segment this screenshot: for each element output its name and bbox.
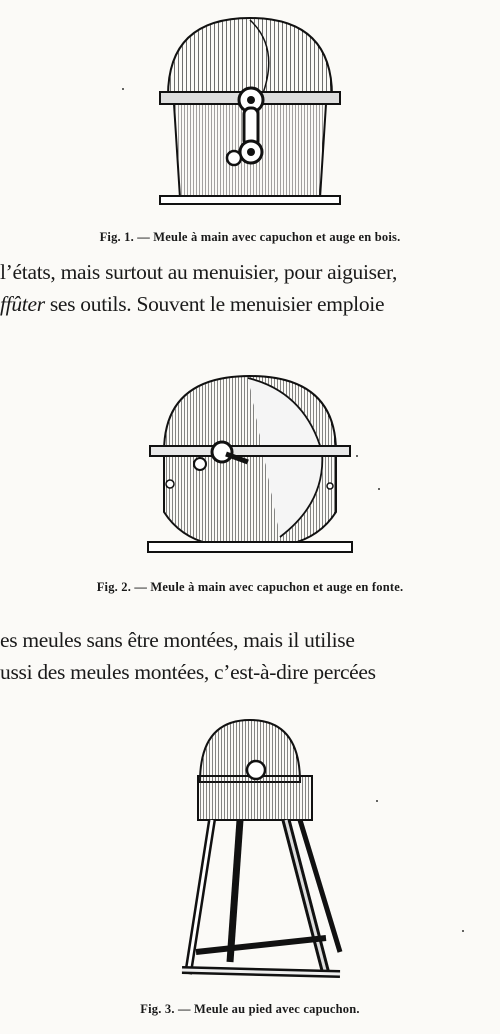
body-text-line-2-rest: ses outils. Souvent le menuisier emploie [44,292,385,316]
scan-speck [378,488,380,490]
scan-speck [122,88,124,90]
body-text-line-1: l’états, mais surtout au menuisier, pour aiguiser, [0,260,398,284]
figure-2-caption: Fig. 2. — Meule à main avec capuchon et auge en fonte. [96,580,404,594]
foot-grinding-wheel-drawing [140,712,360,992]
body-text-line-3: es meules sans être montées, mais il utilise [0,628,355,652]
italic-word: ffûter [0,292,45,316]
figure-1-illustration [0,8,500,213]
scan-speck [462,930,464,932]
scan-speck [376,800,378,802]
grinding-wheel-iron-trough-drawing [130,362,370,562]
figure-2-illustration [0,362,500,562]
figure-1-caption: Fig. 1. — Meule à main avec capuchon et auge en bois. [99,230,401,244]
body-text-line-2 [0,292,384,317]
grinding-wheel-wood-trough-drawing [130,8,370,213]
scan-speck [356,455,358,457]
figure-3-illustration [0,712,500,992]
figure-3-caption: Fig. 3. — Meule au pied avec capuchon. [140,1002,360,1016]
body-text-line-4: ussi des meules montées, c’est-à-dire percées [0,660,376,684]
